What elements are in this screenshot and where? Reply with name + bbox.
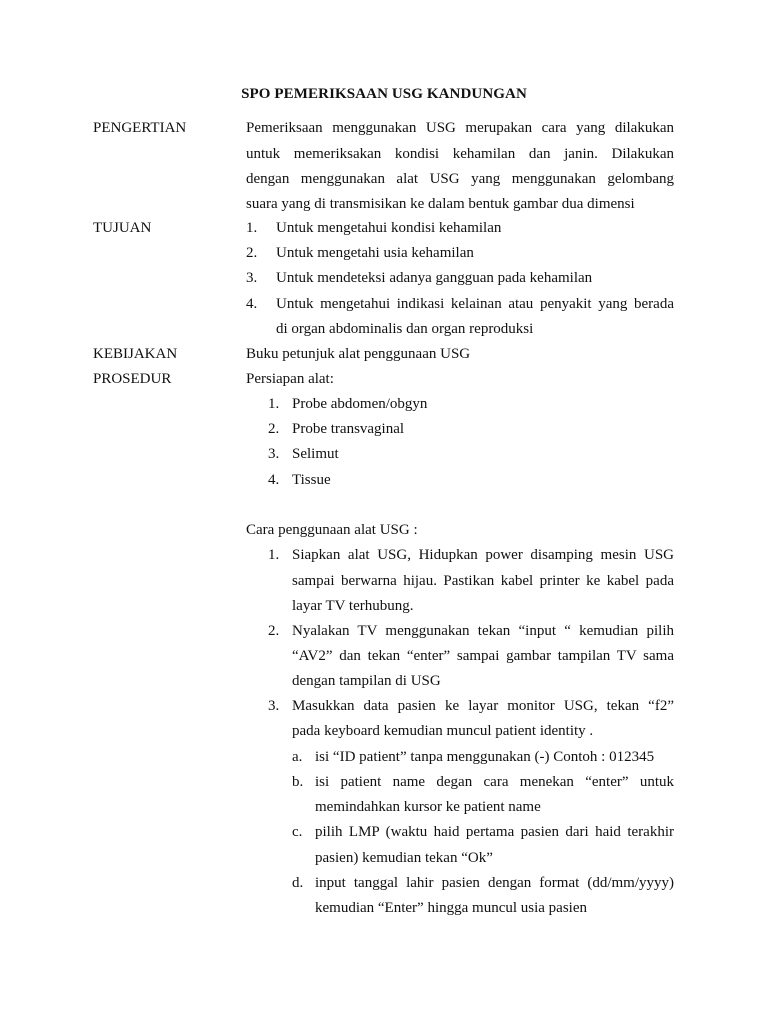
substep-letter-d: d. bbox=[292, 875, 304, 891]
tujuan-num-2: 2. bbox=[246, 245, 258, 261]
tujuan-item-2: Untuk mengetahi usia kehamilan bbox=[276, 245, 474, 261]
tujuan-item-4: Untuk mengetahui indikasi kelainan atau penyakit yang berada bbox=[276, 296, 674, 312]
step-2-line-1: Nyalakan TV menggunakan tekan “input “ kemudian pilih bbox=[292, 623, 674, 639]
pengertian-line-1: Pemeriksaan menggunakan USG merupakan cara yang dilakukan bbox=[246, 120, 674, 136]
step-2-line-2: “AV2” dan tekan “enter” sampai gambar tampilan TV sama bbox=[292, 648, 674, 664]
label-tujuan: TUJUAN bbox=[93, 220, 152, 236]
substep-letter-b: b. bbox=[292, 774, 304, 790]
persiapan-item-3: Selimut bbox=[292, 446, 339, 462]
substep-c-line-2: pasien) kemudian tekan “Ok” bbox=[315, 850, 493, 866]
persiapan-item-4: Tissue bbox=[292, 472, 331, 488]
substep-b-line-2: memindahkan kursor ke patient name bbox=[315, 799, 541, 815]
step-num-3: 3. bbox=[268, 698, 280, 714]
tujuan-item-3: Untuk mendeteksi adanya gangguan pada kehamilan bbox=[276, 270, 593, 286]
tujuan-item-1: Untuk mengetahui kondisi kehamilan bbox=[276, 220, 502, 236]
step-3-line-2: pada keyboard kemudian muncul patient identity . bbox=[292, 723, 594, 739]
label-kebijakan: KEBIJAKAN bbox=[93, 346, 178, 362]
tujuan-num-3: 3. bbox=[246, 270, 258, 286]
substep-c-line-1: pilih LMP (waktu haid pertama pasien dari haid terakhir bbox=[315, 824, 674, 840]
step-1-line-2: sampai berwarna hijau. Pastikan kabel printer ke kabel pada bbox=[292, 573, 674, 589]
persiapan-num-2: 2. bbox=[268, 421, 280, 437]
step-num-1: 1. bbox=[268, 547, 280, 563]
persiapan-item-2: Probe transvaginal bbox=[292, 421, 405, 437]
label-pengertian: PENGERTIAN bbox=[93, 120, 187, 136]
persiapan-num-4: 4. bbox=[268, 472, 280, 488]
step-1-line-1: Siapkan alat USG, Hidupkan power disamping mesin USG bbox=[292, 547, 674, 563]
persiapan-num-1: 1. bbox=[268, 396, 280, 412]
step-3-line-1: Masukkan data pasien ke layar monitor USG, tekan “f2” bbox=[292, 698, 674, 714]
tujuan-item-4-cont: di organ abdominalis dan organ reproduksi bbox=[276, 321, 534, 337]
substep-letter-c: c. bbox=[292, 824, 303, 840]
pengertian-line-2: untuk memeriksakan kondisi kehamilan dan janin. Dilakukan bbox=[246, 146, 674, 162]
pengertian-line-3: dengan menggunakan alat USG yang menggunakan gelombang bbox=[246, 171, 674, 187]
substep-b-line-1: isi patient name degan cara menekan “enter” untuk bbox=[315, 774, 674, 790]
substep-a-line-1: isi “ID patient” tanpa menggunakan (-) Contoh : 012345 bbox=[315, 749, 655, 765]
persiapan-item-1: Probe abdomen/obgyn bbox=[292, 396, 428, 412]
pengertian-line-4: suara yang di transmisikan ke dalam bentuk gambar dua dimensi bbox=[246, 196, 635, 212]
tujuan-num-4: 4. bbox=[246, 296, 258, 312]
step-2-line-3: dengan tampilan di USG bbox=[292, 673, 441, 689]
step-1-line-3: layar TV terhubung. bbox=[292, 598, 414, 614]
tujuan-num-1: 1. bbox=[246, 220, 258, 236]
document-title: SPO PEMERIKSAAN USG KANDUNGAN bbox=[241, 86, 527, 102]
substep-d-line-2: kemudian “Enter” hingga muncul usia pasien bbox=[315, 900, 587, 916]
label-prosedur: PROSEDUR bbox=[93, 371, 172, 387]
substep-d-line-1: input tanggal lahir pasien dengan format (dd/mm/yyyy) bbox=[315, 875, 674, 891]
persiapan-num-3: 3. bbox=[268, 446, 280, 462]
step-num-2: 2. bbox=[268, 623, 280, 639]
kebijakan-text: Buku petunjuk alat penggunaan USG bbox=[246, 346, 471, 362]
substep-letter-a: a. bbox=[292, 749, 303, 765]
cara-heading: Cara penggunaan alat USG : bbox=[246, 522, 418, 538]
persiapan-heading: Persiapan alat: bbox=[246, 371, 334, 387]
